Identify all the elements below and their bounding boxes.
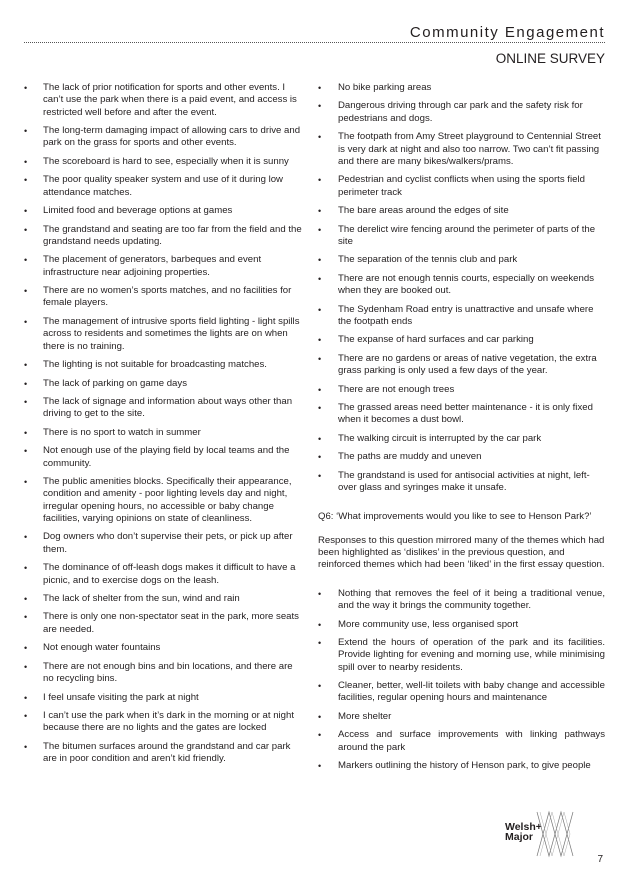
- list-item: • There are no gardens or areas of native vegetation, the extra grass parking is only used a few days of the year.: [318, 353, 605, 378]
- list-item: • The bitumen surfaces around the grandstand and car park are in poor condition and aren’t kid friendly.: [24, 741, 304, 766]
- header-title: Community Engagement: [409, 24, 605, 41]
- list-item: • The expanse of hard surfaces and car parking: [318, 334, 605, 346]
- list-item: • The poor quality speaker system and use of it during low attendance matches.: [24, 174, 304, 199]
- list-item: • The scoreboard is hard to see, especially when it is sunny: [24, 156, 304, 168]
- list-item: • Dog owners who don’t supervise their pets, or pick up after them.: [24, 531, 304, 556]
- list-item: • Extend the hours of operation of the park and its facilities. Provide lighting for evening and morning use, while minimising spill over to nearby residents.: [318, 637, 605, 674]
- list-item: • The lack of signage and information about ways other than driving to get to the site.: [24, 396, 304, 421]
- list-item: • I can’t use the park when it’s dark in the morning or at night because there are no lights and the gates are locked: [24, 710, 304, 735]
- list-item: • There are not enough trees: [318, 384, 605, 396]
- list-item: • Limited food and beverage options at games: [24, 205, 304, 217]
- list-item: • The placement of generators, barbeques and event infrastructure near adjoining properties.: [24, 254, 304, 279]
- question-heading: Q6: ‘What improvements would you like to see to Henson Park?’: [318, 510, 592, 522]
- list-item: • There are not enough tennis courts, especially on weekends when they are booked out.: [318, 273, 605, 298]
- list-item: • There are no women’s sports matches, and no facilities for female players.: [24, 285, 304, 310]
- list-item: • The management of intrusive sports field lighting - light spills across to residents and sometimes the lights are on when there is no training.: [24, 316, 304, 353]
- list-item: • The grassed areas need better maintenance - it is only fixed when it becomes a dust bowl.: [318, 402, 605, 427]
- list-item: • The Sydenham Road entry is unattractive and unsafe where the footpath ends: [318, 304, 605, 329]
- list-item: • The public amenities blocks. Specifically their appearance, condition and amenity - poor lighting levels day and night, irregular opening hours, no accessible or baby change facilities, varying opinions on state of cleanliness.: [24, 476, 304, 525]
- list-item: • The long-term damaging impact of allowing cars to drive and park on the grass for sports and other events.: [24, 125, 304, 150]
- response-paragraph: Responses to this question mirrored many of the themes which had been highlighted as ‘dislikes’ in the previous question, and reinforced themes which had been ‘liked’ in the first essay question.: [318, 534, 605, 571]
- list-item: • The grandstand is used for antisocial activities at night, left-over glass and syringes make it unsafe.: [318, 470, 605, 495]
- list-item: • The footpath from Amy Street playground to Centennial Street is very dark at night and also too narrow. Two can’t fit passing and there are many bikes/walkers/prams.: [318, 131, 605, 168]
- list-item: • The grandstand and seating are too far from the field and the grandstand needs updating.: [24, 224, 304, 249]
- list-item: • Cleaner, better, well-lit toilets with baby change and accessible facilities, regular opening hours and maintenance: [318, 680, 605, 705]
- list-item: • The lighting is not suitable for broadcasting matches.: [24, 359, 304, 371]
- list-item: • The walking circuit is interrupted by the car park: [318, 433, 605, 445]
- list-item: • No bike parking areas: [318, 82, 605, 94]
- list-item: • More shelter: [318, 711, 605, 723]
- improvements-list: [318, 588, 605, 773]
- welsh-major-logo: [505, 808, 577, 860]
- left-column: [24, 82, 304, 772]
- list-item: • Nothing that removes the feel of it being a traditional venue, and the way it brings the community together.: [318, 588, 605, 613]
- logo-mark-icon: [535, 808, 577, 860]
- list-item: • The lack of parking on game days: [24, 378, 304, 390]
- list-item: • Markers outlining the history of Henson park, to give people: [318, 760, 605, 772]
- right-column: [318, 82, 605, 779]
- list-item: • The lack of prior notification for sports and other events. I can’t use the park when there is a paid event, and access is restricted well before and after the event.: [24, 82, 304, 119]
- list-item: • More community use, less organised sport: [318, 619, 605, 631]
- list-item: • The separation of the tennis club and park: [318, 254, 605, 266]
- list-item: • The paths are muddy and uneven: [318, 451, 605, 463]
- list-item: • Pedestrian and cyclist conflicts when using the sports field perimeter track: [318, 174, 605, 199]
- logo-line1: Welsh+: [505, 821, 542, 833]
- list-item: • The derelict wire fencing around the perimeter of parts of the site: [318, 224, 605, 249]
- header-subtitle: ONLINE SURVEY: [495, 51, 605, 66]
- list-item: • There is only one non-spectator seat in the park, more seats are needed.: [24, 611, 304, 636]
- list-item: • The bare areas around the edges of site: [318, 205, 605, 217]
- page-number: 7: [597, 854, 603, 865]
- list-item: • Access and surface improvements with linking pathways around the park: [318, 729, 605, 754]
- list-item: • There is no sport to watch in summer: [24, 427, 304, 439]
- dislikes-list-left: [24, 82, 304, 765]
- list-item: • There are not enough bins and bin locations, and there are no recycling bins.: [24, 661, 304, 686]
- list-item: • Not enough use of the playing field by local teams and the community.: [24, 445, 304, 470]
- header-divider: [24, 42, 605, 43]
- list-item: • I feel unsafe visiting the park at night: [24, 692, 304, 704]
- list-item: • The lack of shelter from the sun, wind and rain: [24, 593, 304, 605]
- list-item: • Dangerous driving through car park and the safety risk for pedestrians and dogs.: [318, 100, 605, 125]
- list-item: • Not enough water fountains: [24, 642, 304, 654]
- dislikes-list-right: [318, 82, 605, 495]
- logo-line2: Major: [505, 831, 534, 843]
- list-item: • The dominance of off-leash dogs makes it difficult to have a picnic, and to exercise dogs on the leash.: [24, 562, 304, 587]
